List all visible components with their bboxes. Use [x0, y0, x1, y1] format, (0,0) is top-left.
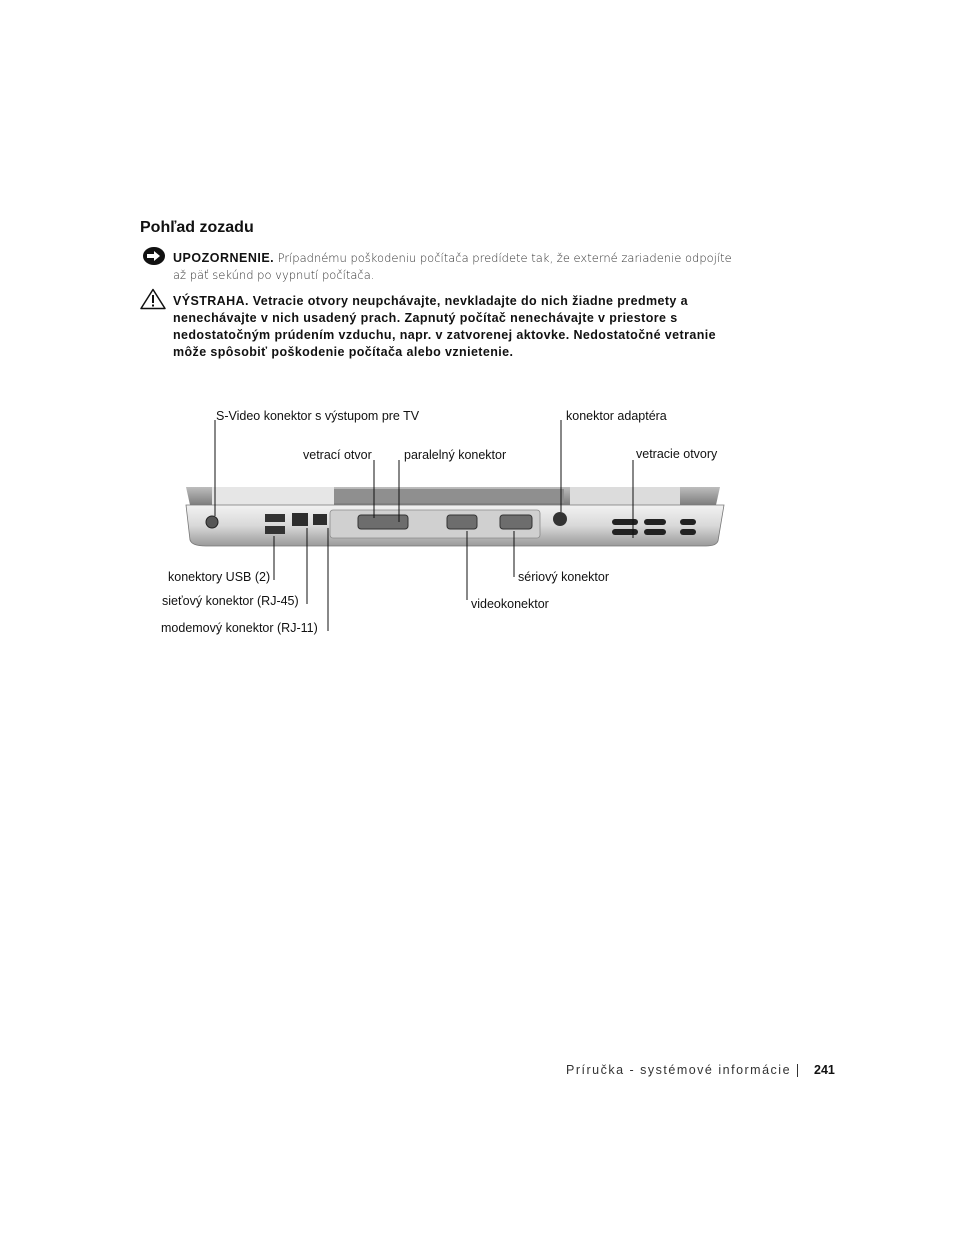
rj45-port — [292, 513, 308, 526]
callout-modem: modemový konektor (RJ-11) — [161, 621, 318, 635]
adapter-port — [553, 512, 567, 526]
callout-svideo: S-Video konektor s výstupom pre TV — [216, 409, 420, 423]
usb-port-2 — [265, 526, 285, 534]
callout-usb: konektory USB (2) — [168, 570, 271, 584]
usb-port-1 — [265, 514, 285, 522]
callout-parallel: paralelný konektor — [404, 448, 507, 462]
notice-text: Prípadnému poškodeniu počítača predídete tak, že externé zariadenie odpojíte až päť sekúnd po vypnutí počítača. — [173, 251, 732, 282]
parallel-port — [358, 515, 408, 529]
callout-network: sieťový konektor (RJ-45) — [162, 594, 299, 608]
video-port — [447, 515, 477, 529]
callout-adapter: konektor adaptéra — [566, 409, 667, 423]
svideo-port — [206, 516, 218, 528]
footer-separator — [797, 1064, 798, 1077]
serial-port — [500, 515, 532, 529]
section-heading: Pohľad zozadu — [140, 219, 254, 236]
callout-video: videokonektor — [471, 597, 549, 611]
page-number: 241 — [814, 1063, 835, 1077]
callout-vents: vetracie otvory — [636, 447, 718, 461]
notice-label: UPOZORNENIE. — [173, 251, 275, 265]
callout-vent-single: vetrací otvor — [303, 448, 372, 462]
warning-text: VÝSTRAHA. Vetracie otvory neupchávajte, nevkladajte do nich žiadne predmety a nenechávajte v nich usadený prach. Zapnutý počítač nenechávajte v priestore s nedostatočným prúdením vzduchu, napr. v zatvorenej aktovke. Nedostatočné vetranie môže spôsobiť poškodenie počítača alebo vznietenie. — [173, 294, 716, 359]
footer-title: Príručka - systémové informácie — [566, 1063, 792, 1077]
callout-serial: sériový konektor — [518, 570, 610, 584]
rj11-port — [313, 514, 327, 525]
